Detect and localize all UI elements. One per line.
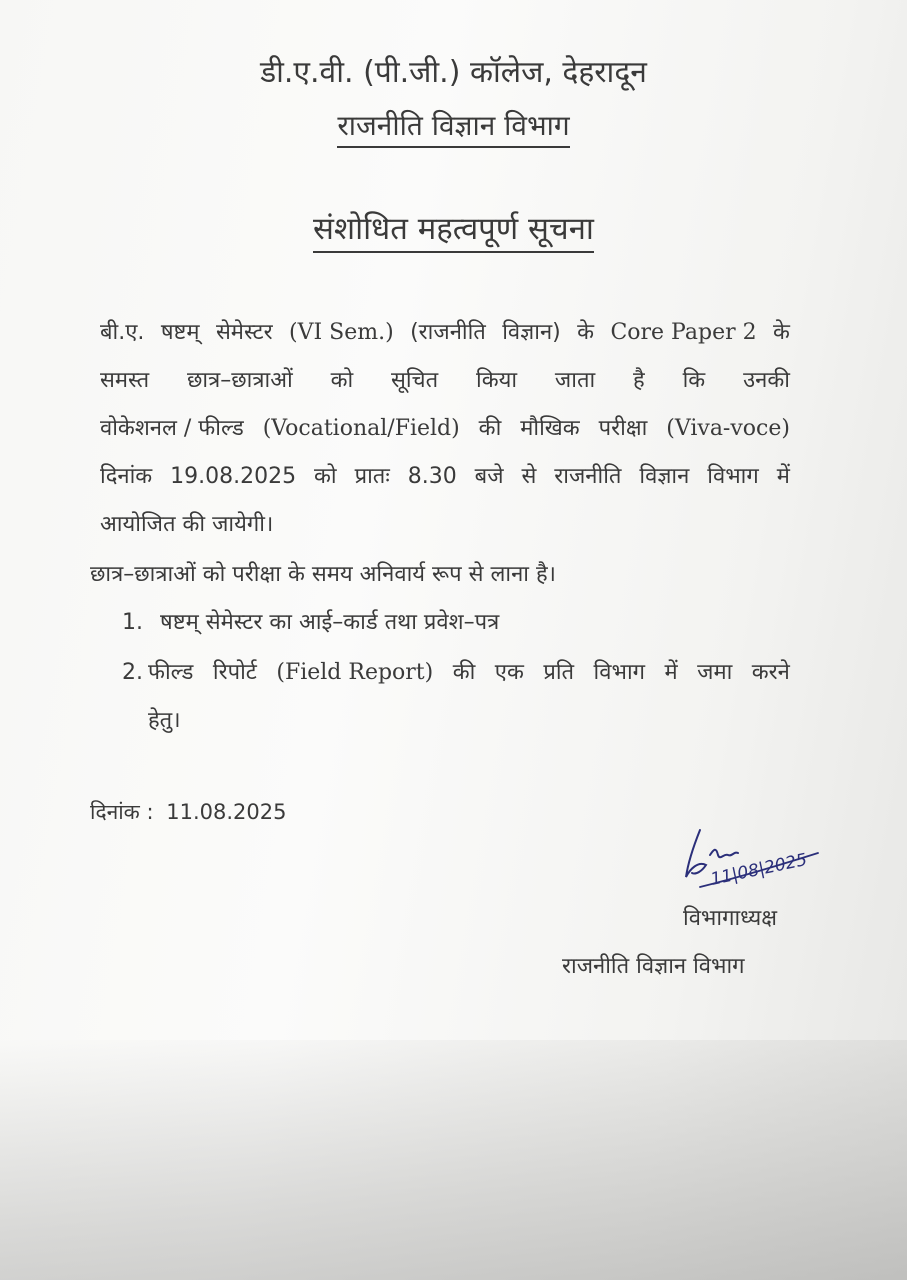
body-line-1 [100,322,790,344]
signature-scribble [680,825,820,895]
word: विज्ञान) [502,320,561,345]
notice-title: संशोधित महत्वपूर्ण सूचना [313,214,594,253]
word: में [776,464,790,489]
word: प्रति [543,660,575,685]
word: को [314,464,337,489]
date-label: दिनांक : [90,800,154,824]
body-line-2 [100,370,790,392]
body-line-5: आयोजित की जायेगी। [100,512,274,537]
word: विभाग [707,464,759,489]
signature-date: 11|08|2025 [708,849,809,890]
exam-time: 8.30 [407,464,457,489]
word: समस्त [100,368,150,393]
word: (Field Report) [276,660,434,685]
word: विभाग [593,660,646,685]
word: (Vocational/Field) [262,416,460,441]
word: के [577,320,595,345]
word: षष्टम् [160,320,200,345]
college-name: डी.ए.वी. (पी.जी.) कॉलेज, देहरादून [260,55,647,90]
word: जमा [697,660,733,685]
word: (VI Sem.) [289,320,394,345]
word: फील्ड [148,660,194,685]
word: से [521,464,537,489]
word: को [330,368,354,393]
word: एक [494,660,524,685]
word: राजनीति [554,464,622,489]
exam-date: 19.08.2025 [170,464,297,489]
word: कि [682,368,706,393]
signature [680,825,820,899]
date-value: 11.08.2025 [166,800,287,824]
signatory-title: विभागाध्यक्ष [683,906,777,931]
word: (राजनीति [410,320,486,345]
word: करने [751,660,790,685]
word: के [773,320,790,345]
word: बी.ए. [100,320,145,345]
list-number-2: 2. [122,660,143,685]
department-name: राजनीति विज्ञान विभाग [337,112,569,148]
word: विज्ञान [639,464,690,489]
word: Core Paper 2 [610,320,757,345]
word: मौखिक [520,416,580,441]
list-text: षष्टम् सेमेस्टर का आई–कार्ड तथा प्रवेश–पत्र [160,610,500,635]
word: जाता [554,368,596,393]
word: (Viva-voce) [666,416,790,441]
list-number: 1. [122,610,143,635]
list-item-2 [148,662,790,684]
word: परीक्षा [598,416,648,441]
list-item-2-continued: हेतु। [148,708,181,733]
word: सूचित [391,368,439,393]
word: छात्र–छात्राओं [187,368,293,393]
word: है [633,368,645,393]
word: दिनांक [100,464,153,489]
word: की [452,660,476,685]
word: में [664,660,678,685]
word: वोकेशनल / फील्ड [100,416,244,441]
word: की [478,416,502,441]
body-line-6: छात्र–छात्राओं को परीक्षा के समय अनिवार्य रूप से लाना है। [90,562,557,587]
body-line-3 [100,418,790,440]
issue-date [90,802,287,823]
word: प्रातः [354,464,390,489]
list-item-1 [122,612,499,634]
word: उनकी [743,368,790,393]
body-line-4 [100,466,790,488]
paper-shadow [0,1040,907,1280]
word: किया [476,368,518,393]
word: रिपोर्ट [212,660,257,685]
word: बजे [474,464,504,489]
signatory-department: राजनीति विज्ञान विभाग [562,954,745,979]
word: सेमेस्टर [215,320,273,345]
